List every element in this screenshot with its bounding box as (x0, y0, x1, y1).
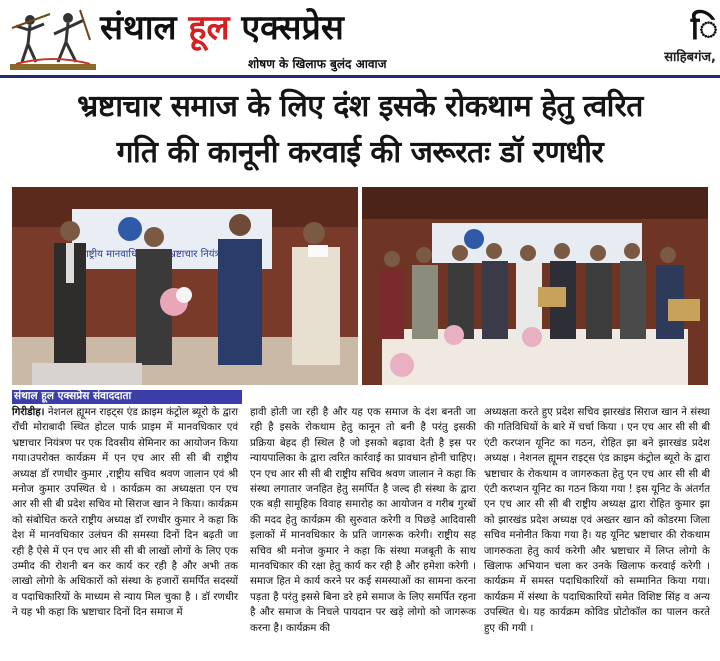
article-column-2: हावी होती जा रही है और यह एक समाज के दंश बनती जा रही है इसके रोकथाम हेतु कानून तो बनी है परंतु इसकी प्रक्रिया बेहद ही स्थिल है जो इसको बढ़ावा देती है इस पर न्यायपालिका के द्वारा त्वरित कार्रवाई का प्रावधान होनी चाहिए।एन एच आर सी सी बी राष्ट्रीय सचिव श्रवण जालान ने कहा कि संस्था लगातार जनहित हेतु समर्पित है जल्द ही संस्था के द्वारा एक बड़ी सामूहिक विवाह समारोह का आयोजन व गरीब गुरबों की मदद हेतु कार्यक्रम की सुरुवात करेगी व पिछड़े आदिवासी इलाकों में मानवधिकार के प्रति जागरूक करेगी। राष्ट्रीय सह सचिव श्री मनोज कुमार ने कहा कि संस्था मजबूती के साथ मानवधिकार की रक्षा हेतु कार्य कर रही है और हमेशा करेगी । समाज हित मे कार्य करने पर कई समस्याओं का सामना करना पड़ता है परंतु इससे बिना डरे हमे समाज के लिए समर्पित रहना है और समाज के निचले पायदान पर खड़े लोगो को जागरूक करना है। कार्यक्रम की (250, 407, 476, 634)
event-photo-felicitation (12, 187, 358, 385)
article-column-3: अध्यक्षता करते हुए प्रदेश सचिव झारखंड सिराज खान ने संस्था की गतिविधियों के बारे में चर्चा किया । एन एच आर सी सी बी एंटी करप्शन यूनिट का गठन, रोहित झा बने झारखंड प्रदेश अध्यक्ष । नेशनल ह्यूमन राइट्स एंड क्राइम कंट्रोल ब्यूरो के द्वारा भ्रष्टाचार के रोकथाम व जागरुकता हेतु एन एच आर सी सी बी एंटी करप्शन यूनिट का गठन किया गया ! इस यूनिट के अंतर्गत एन एच आर सी सी बी राष्ट्रीय अध्यक्ष द्वारा रोहित कुमार झा को झारखंड प्रदेश अध्यक्ष एवं अख्तर खान को कोडरमा जिला सचिव मनोनीत किया गया है। यह यूनिट भ्रष्टाचार की रोकथाम जागरुकता हेतु कार्य करेगी और भ्रष्टाचार में लिप्त लोगो के खिलाफ अभियान चला कर उनके खिलाफ करवाई करेगी ।कार्यक्रम में समस्त पदाधिकारियों को सम्मानित किया गया।कार्यक्रम में संस्था के पदाधिकारियों समेत विशिष्ट सिंह व अन्य उपस्थित थे। यह कार्यक्रम कोविड प्रोटोकॉल का पालन करते हुए की गयी । (484, 407, 710, 634)
article-column-1 (12, 405, 238, 621)
headline-line-1: भ्रष्टाचार समाज के लिए दंश इसके रोकथाम हेतु त्वरित (77, 89, 643, 124)
masthead (0, 0, 720, 82)
location-dateline: साहिबगंज, (664, 50, 716, 65)
headline-line-2: गति की कानूनी करवाई की जरूरतः डॉ रणधीर (116, 135, 604, 170)
newspaper-name-part2: हूल (188, 8, 230, 48)
banner-text-left: राष्ट्रीय मानवाधिकार भ्रष्टाचार नियंत्रण (82, 249, 228, 260)
byline: संथाल हूल एक्सप्रेस संवाददाता (14, 390, 132, 402)
article-dateline: गिरीडीह। (12, 407, 45, 418)
masthead-divider (0, 75, 720, 78)
newspaper-name-part3: एक्सप्रेस (241, 8, 344, 48)
headline (0, 84, 720, 176)
article-column-1-text: नेशनल ह्यूमन राइट्स एंड क्राइम कंट्रोल ब्यूरो के द्वारा राँची मोराबादी स्थित होटल पार्क प्राइम में मानवधिकार एवं भ्रष्टाचार नियंत्रण पर एक दिवसीय सेमिनार का आयोजन किया गया।उपरोक्त कार्यक्रम में एन एच आर सी सी बी राष्ट्रीय अध्यक्ष डॉ रणधीर कुमार ,राष्ट्रीय सचिव श्रवण जालान एवं श्री मनोज कुमार उपस्थित थे । कार्यक्रम का अध्यक्षता एन एच आर सी सी बी प्रदेश सचिव मो सिराज खान ने किया। कार्यक्रम को संबोधित करते राष्ट्रीय अध्यक्ष डॉ रणधीर कुमार ने कहा कि देश में मानवधिकार उलंघन की समस्या दिनों दिन बढ़ती जा रही है ऐसे में एन एच आर सी सी बी लाखों लोगों के लिए एक उम्मीद की रोशनी बन कर कार्य कर रही है और अभी तक लाखो लोगो के अधिकारों को संस्था के हजारों समर्पित सदस्यों व पदाधिकारियों के माध्यम से न्याय मिल चुका है । डॉ रणधीर ने यह भी कहा कि भ्रष्टाचार दिनों दिन समाज में (12, 407, 238, 619)
newspaper-name (100, 8, 344, 48)
newspaper-name-part1: संथाल (100, 8, 177, 48)
tagline: शोषण के खिलाफ बुलंद आवाज (248, 57, 387, 71)
santhal-warriors-logo (10, 6, 96, 76)
cropped-masthead-text: ि (690, 9, 718, 47)
event-photo-group (362, 187, 708, 385)
